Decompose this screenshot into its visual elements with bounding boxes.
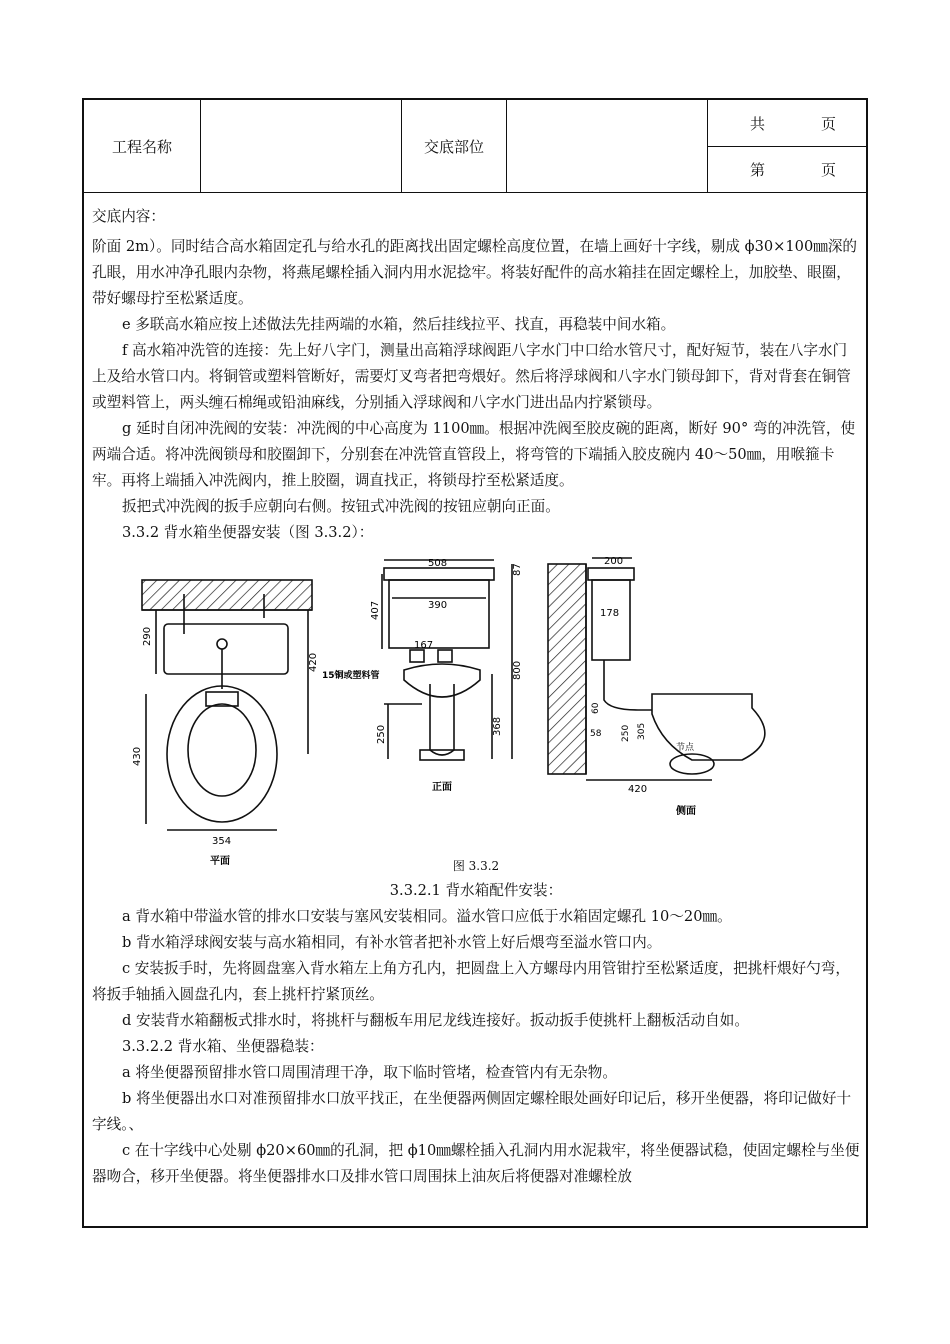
front-dim-368: 368 — [492, 716, 503, 736]
project-name-value[interactable] — [201, 100, 401, 192]
paragraph: 扳把式冲洗阀的扳手应朝向右侧。按钮式冲洗阀的按钮应朝向正面。 — [122, 498, 560, 515]
side-dim-58: 58 — [590, 729, 602, 739]
page-number-cell — [708, 146, 866, 192]
paragraph: d 安装背水箱翻板式排水时，将挑杆与翻板车用尼龙线连接好。扳动扳手使挑杆上翻板活动自如。 — [122, 1012, 749, 1029]
side-dim-60: 60 — [591, 702, 601, 714]
paragraph: a 背水箱中带溢水管的排水口安装与塞风安装相同。溢水管口应低于水箱固定螺孔 10～20㎜。 — [122, 908, 732, 925]
side-view — [548, 558, 765, 780]
plan-dim-420: 420 — [308, 652, 319, 672]
side-dim-420: 420 — [628, 784, 648, 795]
front-dim-87: 87 — [512, 563, 523, 576]
side-label: 侧面 — [676, 806, 696, 817]
section-heading: 3.3.2 背水箱坐便器安装（图 3.3.2）： — [122, 524, 374, 541]
total-pages-cell — [708, 100, 866, 146]
paragraph: 阶面 2m）。同时结合高水箱固定孔与给水孔的距离找出固定螺栓高度位置，在墙上画好十字线，剔成 ϕ30×100㎜深的孔眼，用水冲净孔眼内杂物，将燕尾螺栓插入洞内用水泥捻牢。将装好配件的高水箱挂在固定螺栓上，加胶垫、眼圈，带好螺母拧至松紧适度。 — [92, 238, 858, 307]
total-label-a: 共 — [750, 114, 766, 133]
paragraph: b 背水箱浮球阀安装与高水箱相同，有补水管者把补水管上好后煨弯至溢水管口内。 — [122, 934, 662, 951]
figure-caption: 图 3.3.2 — [452, 859, 500, 873]
plan-view — [142, 580, 312, 830]
side-dim-200: 200 — [604, 556, 624, 567]
paragraph: g 延时自闭冲洗阀的安装：冲洗阀的中心高度为 1100㎜。根据冲洗阀至胶皮碗的距离，断好 90° 弯的冲洗管，使两端合适。将冲洗阀锁母和胶圈卸下，分别套在冲洗管直管段上，将弯管的下端插入胶皮碗内 40～50㎜，用喉箍卡牢。再将上端插入冲洗阀内，推上胶圈，调直找正，将锁母拧至松紧适度。 — [92, 420, 856, 489]
front-dim-407: 407 — [370, 600, 381, 620]
plan-dim-290: 290 — [142, 626, 153, 646]
side-dim-305: 305 — [637, 722, 647, 740]
plan-label: 平面 — [210, 856, 230, 867]
project-name-label: 工程名称 — [111, 137, 172, 156]
front-dim-508: 508 — [428, 558, 448, 569]
front-label: 正面 — [432, 782, 452, 793]
side-dim-178: 178 — [600, 608, 620, 619]
paragraph: c 在十字线中心处剔 ϕ20×60㎜的孔洞，把 ϕ10㎜螺栓插入孔洞内用水泥栽牢，将坐便器试稳，使固定螺栓与坐便器吻合，移开坐便器。将坐便器排水口及排水管口周围抹上油灰后将便器对准螺栓放 — [92, 1142, 860, 1185]
paragraph: a 将坐便器预留排水管口周围清理干净，取下临时管堵，检查管内有无杂物。 — [122, 1064, 617, 1081]
front-dim-250: 250 — [376, 724, 387, 744]
total-label-b: 页 — [821, 114, 837, 133]
front-dim-800: 800 — [512, 660, 523, 680]
header-table — [84, 100, 866, 193]
page-label-b: 页 — [821, 160, 837, 179]
front-dim-167: 167 — [414, 640, 434, 651]
location-label: 交底部位 — [423, 137, 484, 156]
side-node-note: 节点 — [676, 743, 695, 753]
paragraph: e 多联高水箱应按上述做法先挂两端的水箱，然后挂线拉平、找直，再稳装中间水箱。 — [122, 316, 676, 333]
section-heading: 3.3.2.1 背水箱配件安装： — [389, 882, 563, 899]
front-dim-390: 390 — [428, 600, 448, 611]
paragraph: f 高水箱冲洗管的连接：先上好八字门，测量出高箱浮球阀距八字水门中口给水管尺寸，配好短节，装在八字水门上及给水管口内。将铜管或塑料管断好，需要灯叉弯者把弯煨好。然后将浮球阀和八字水门锁母卸下，背对背套在铜管或塑料管上，两头缠石棉绳或铅油麻线，分别插入浮球阀和八字水门进出品内拧紧锁母。 — [92, 342, 851, 411]
front-pipe-note: 15铜或塑料管 — [322, 671, 380, 681]
page-label-a: 第 — [750, 160, 766, 179]
content-body — [92, 200, 860, 1190]
document-frame — [82, 98, 868, 1228]
paragraph: c 安装扳手时，先将圆盘塞入背水箱左上角方孔内，把圆盘上入方螺母内用管钳拧至松紧适度，把挑杆煨好勺弯，将扳手轴插入圆盘孔内，套上挑杆拧紧顶丝。 — [92, 960, 850, 1003]
section-heading: 3.3.2.2 背水箱、坐便器稳装： — [122, 1038, 324, 1055]
paragraph: b 将坐便器出水口对准预留排水口放平找正，在坐便器两侧固定螺栓眼处画好印记后，移开坐便器，将印记做好十字线。、 — [92, 1090, 852, 1133]
plan-dim-430: 430 — [132, 746, 143, 766]
content-heading: 交底内容： — [92, 208, 165, 225]
plan-dim-354: 354 — [212, 836, 232, 847]
location-value[interactable] — [507, 100, 707, 192]
side-dim-250: 250 — [621, 724, 631, 742]
